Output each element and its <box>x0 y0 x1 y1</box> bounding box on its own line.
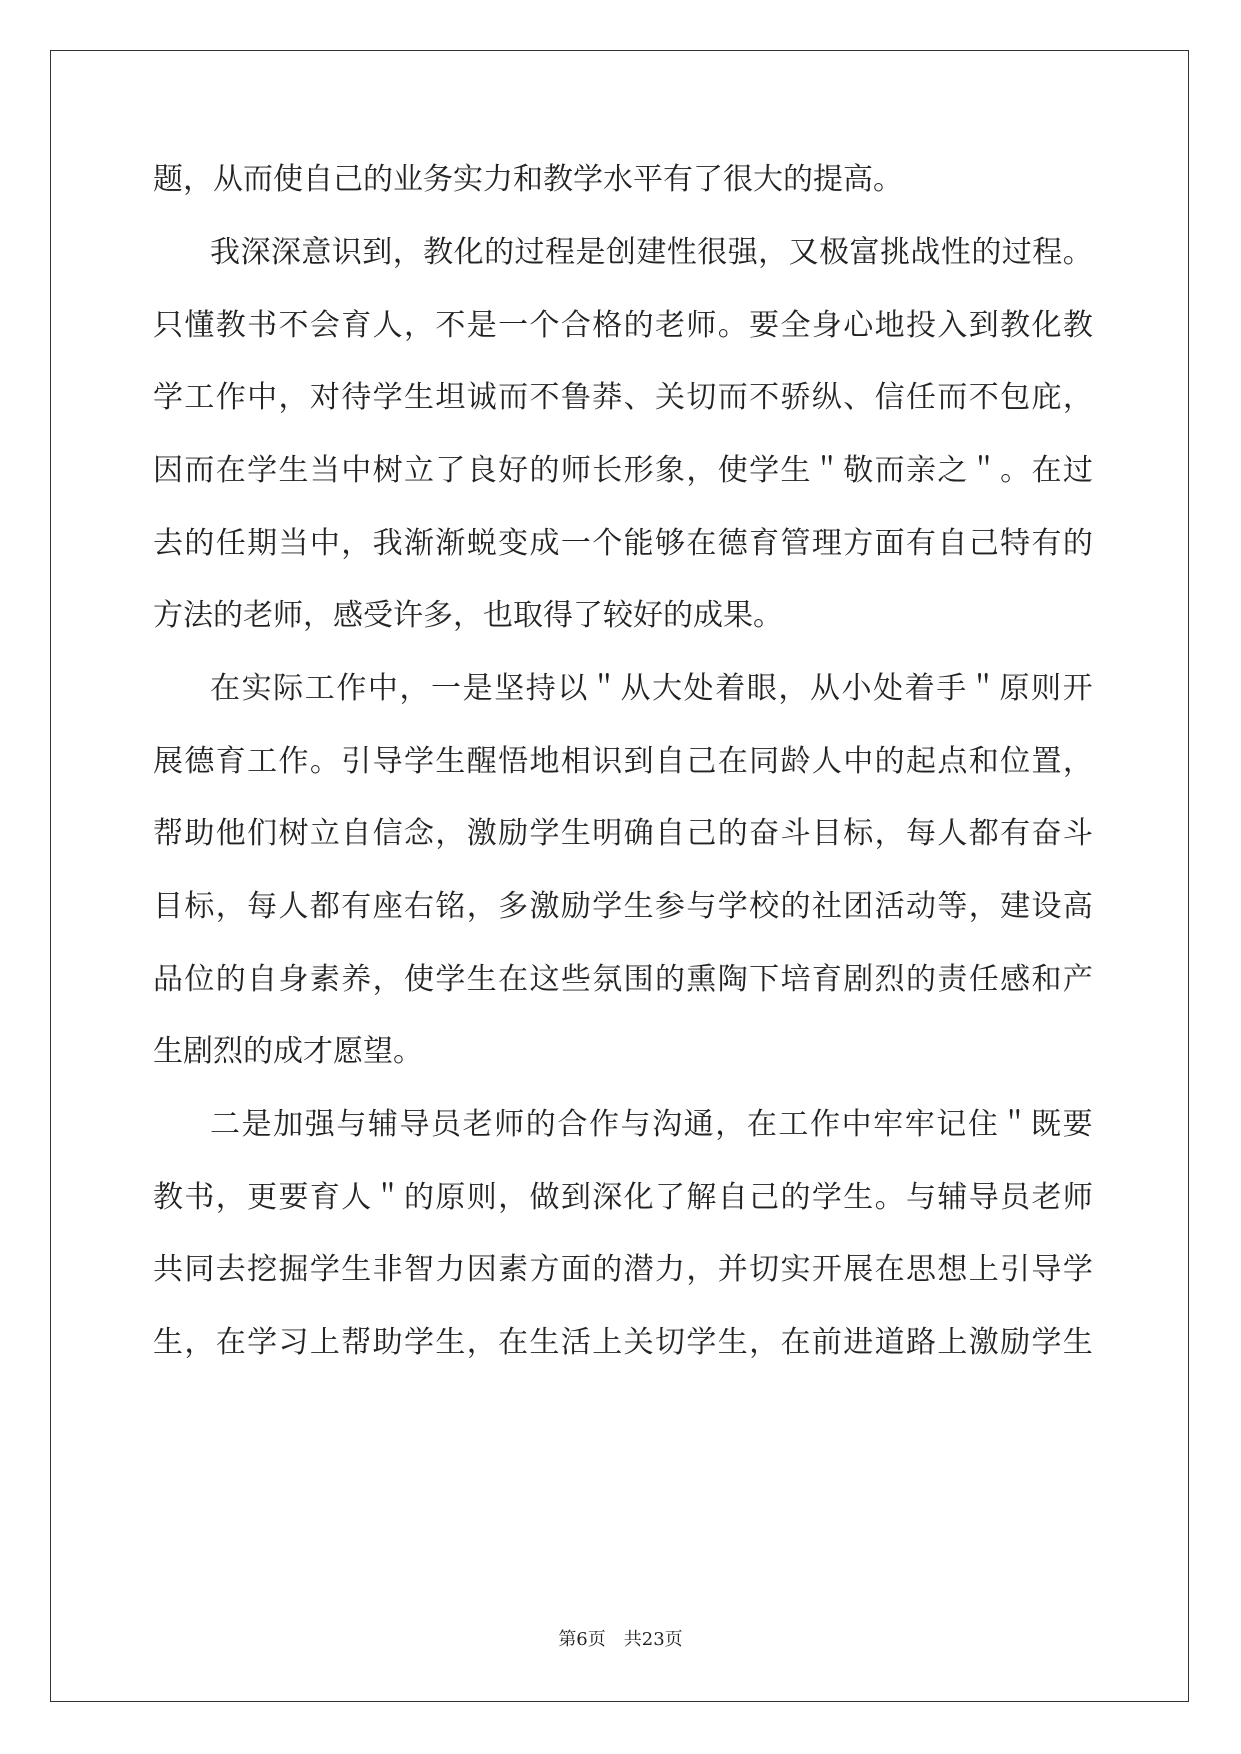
text-line: 方 法 的 老 师 ， 感 受 许 多 ， 也 取 得 了 较 好 的 成 果 。 <box>153 598 783 633</box>
text-line: 生 剧 烈 的 成 才 愿 望 。 <box>153 1034 423 1069</box>
text-line: 去 的 任 期 当 中 ， 我 渐 渐 蜕 变 成 一 个 能 够 在 德 育 管 理 方 面 有 自 己 特 有 的 <box>153 526 1093 561</box>
text-line: 学 工 作 中 ， 对 待 学 生 坦 诚 而 不 鲁 莽 、 关 切 而 不 骄 纵 、 信 任 而 不 包 庇 ， <box>153 380 1093 415</box>
text-line: 教 书 ， 更 要 育 人 ＂ 的 原 则 ， 做 到 深 化 了 解 自 己 的 学 生 。 与 辅 导 员 老 师 <box>153 1180 1093 1215</box>
text-line: 只 懂 教 书 不 会 育 人 ， 不 是 一 个 合 格 的 老 师 。 要 全 身 心 地 投 入 到 教 化 教 <box>153 308 1093 343</box>
text-line: 共 同 去 挖 掘 学 生 非 智 力 因 素 方 面 的 潜 力 ， 并 切 实 开 展 在 思 想 上 引 导 学 <box>153 1252 1093 1287</box>
page-number: 第6页 共23页 <box>558 1629 683 1650</box>
text-line: 目 标 ， 每 人 都 有 座 右 铭 ， 多 激 励 学 生 参 与 学 校 的 社 团 活 动 等 ， 建 设 高 <box>153 889 1093 924</box>
text-line: 在 实 际 工 作 中 ， 一 是 坚 持 以 ＂ 从 大 处 着 眼 ， 从 小 处 着 手 ＂ 原 则 开 <box>210 671 1093 706</box>
text-line: 展 德 育 工 作 。 引 导 学 生 醒 悟 地 相 识 到 自 己 在 同 龄 人 中 的 起 点 和 位 置 ， <box>153 744 1093 779</box>
text-line: 品 位 的 自 身 素 养 ， 使 学 生 在 这 些 氛 围 的 熏 陶 下 培 育 剧 烈 的 责 任 感 和 产 <box>153 962 1093 997</box>
text-line: 题 ， 从 而 使 自 己 的 业 务 实 力 和 教 学 水 平 有 了 很 大 的 提 高 。 <box>153 162 903 197</box>
text-line: 生 ， 在 学 习 上 帮 助 学 生 ， 在 生 活 上 关 切 学 生 ， 在 前 进 道 路 上 激 励 学 生 <box>153 1325 1093 1360</box>
text-line: 二 是 加 强 与 辅 导 员 老 师 的 合 作 与 沟 通 ， 在 工 作 中 牢 牢 记 住 ＂ 既 要 <box>210 1107 1093 1142</box>
text-line: 我 深 深 意 识 到 ， 教 化 的 过 程 是 创 建 性 很 强 ， 又 极 富 挑 战 性 的 过 程 。 <box>210 235 1093 270</box>
text-line: 因 而 在 学 生 当 中 树 立 了 良 好 的 师 长 形 象 ， 使 学 生 ＂ 敬 而 亲 之 ＂ 。 在 过 <box>153 453 1093 488</box>
text-line: 帮 助 他 们 树 立 自 信 念 ， 激 励 学 生 明 确 自 己 的 奋 斗 目 标 ， 每 人 都 有 奋 斗 <box>153 816 1093 851</box>
page-frame <box>50 50 1189 1702</box>
